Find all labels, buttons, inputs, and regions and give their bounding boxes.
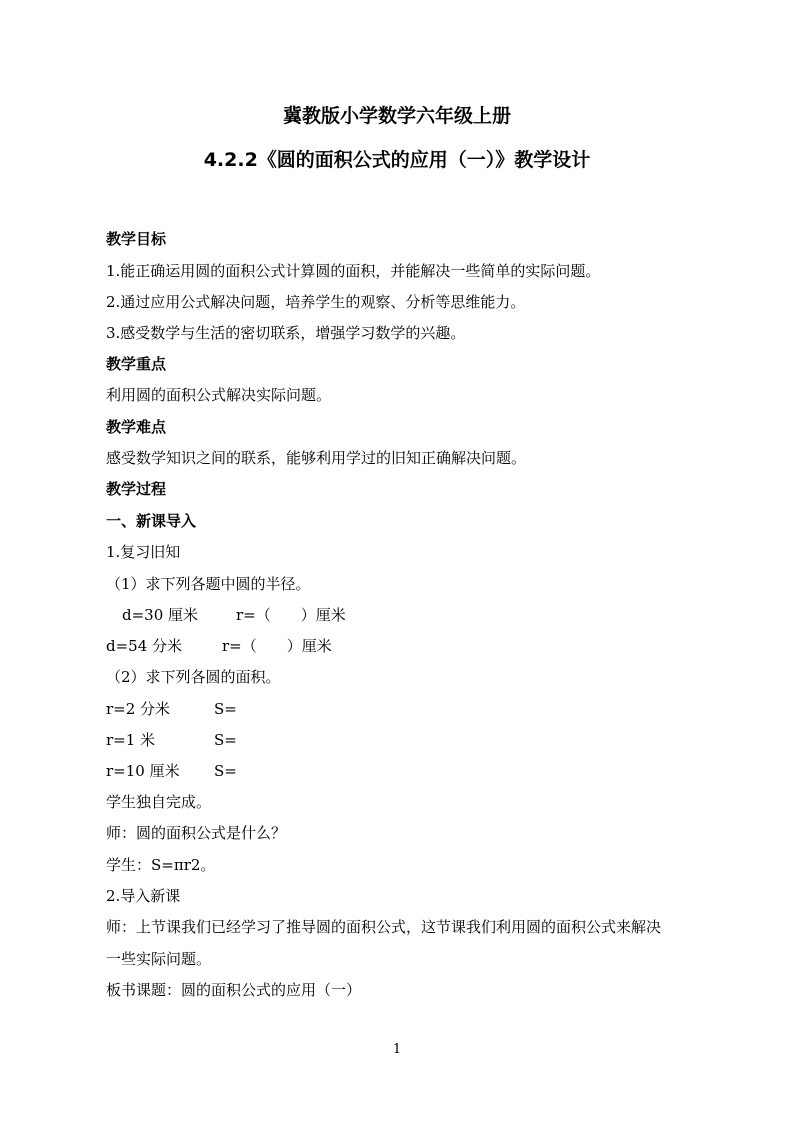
document-title: 冀教版小学数学六年级上册: [282, 105, 511, 127]
teacher-question: 师：圆的面积公式是什么？: [106, 824, 287, 842]
q1-answer: r=（ ）厘米: [236, 606, 346, 624]
q1-given: d=30 厘米: [122, 606, 199, 624]
page-number: 1: [392, 1042, 402, 1057]
q2-answer: S=: [214, 762, 237, 780]
board-title-text: 板书课题：圆的面积公式的应用（一）: [106, 981, 362, 999]
objective-item: 3.感受数学与生活的密切联系，增强学习数学的兴趣。: [106, 324, 466, 342]
q2-answer: S=: [214, 700, 237, 718]
intro-title: 2.导入新课: [106, 887, 181, 905]
q2-given: r=1 米: [106, 731, 156, 749]
q1-answer: r=（ ）厘米: [222, 637, 332, 655]
review-title: 1.复习旧知: [106, 543, 181, 561]
difficulty-text: 感受数学知识之间的联系，能够利用学过的旧知正确解决问题。: [106, 449, 527, 467]
objective-item: 2.通过应用公式解决问题，培养学生的观察、分析等思维能力。: [106, 293, 526, 311]
objective-item: 1.能正确运用圆的面积公式计算圆的面积，并能解决一些简单的实际问题。: [106, 262, 601, 280]
q2-given: r=2 分米: [106, 700, 171, 718]
objectives-heading: 教学目标: [106, 230, 167, 248]
q2-given: r=10 厘米: [106, 762, 180, 780]
process-heading: 教学过程: [106, 480, 167, 498]
document-subtitle: 4.2.2《圆的面积公式的应用（一）》教学设计: [203, 149, 591, 171]
section-heading: 一、新课导入: [106, 512, 197, 530]
difficulty-heading: 教学难点: [106, 418, 167, 436]
key-point-heading: 教学重点: [106, 355, 167, 373]
q1-given: d=54 分米: [106, 637, 183, 655]
q2-answer: S=: [214, 731, 237, 749]
student-answer: 学生：S=πr2。: [106, 856, 216, 874]
question-1: （1）求下列各题中圆的半径。: [106, 575, 311, 593]
student-complete-text: 学生独自完成。: [106, 793, 212, 811]
teacher-intro-line: 一些实际问题。: [106, 950, 212, 968]
question-2: （2）求下列各圆的面积。: [106, 668, 281, 686]
teacher-intro-line: 师：上节课我们已经学习了推导圆的面积公式，这节课我们利用圆的面积公式来解决: [106, 918, 662, 936]
key-point-text: 利用圆的面积公式解决实际问题。: [106, 386, 332, 404]
